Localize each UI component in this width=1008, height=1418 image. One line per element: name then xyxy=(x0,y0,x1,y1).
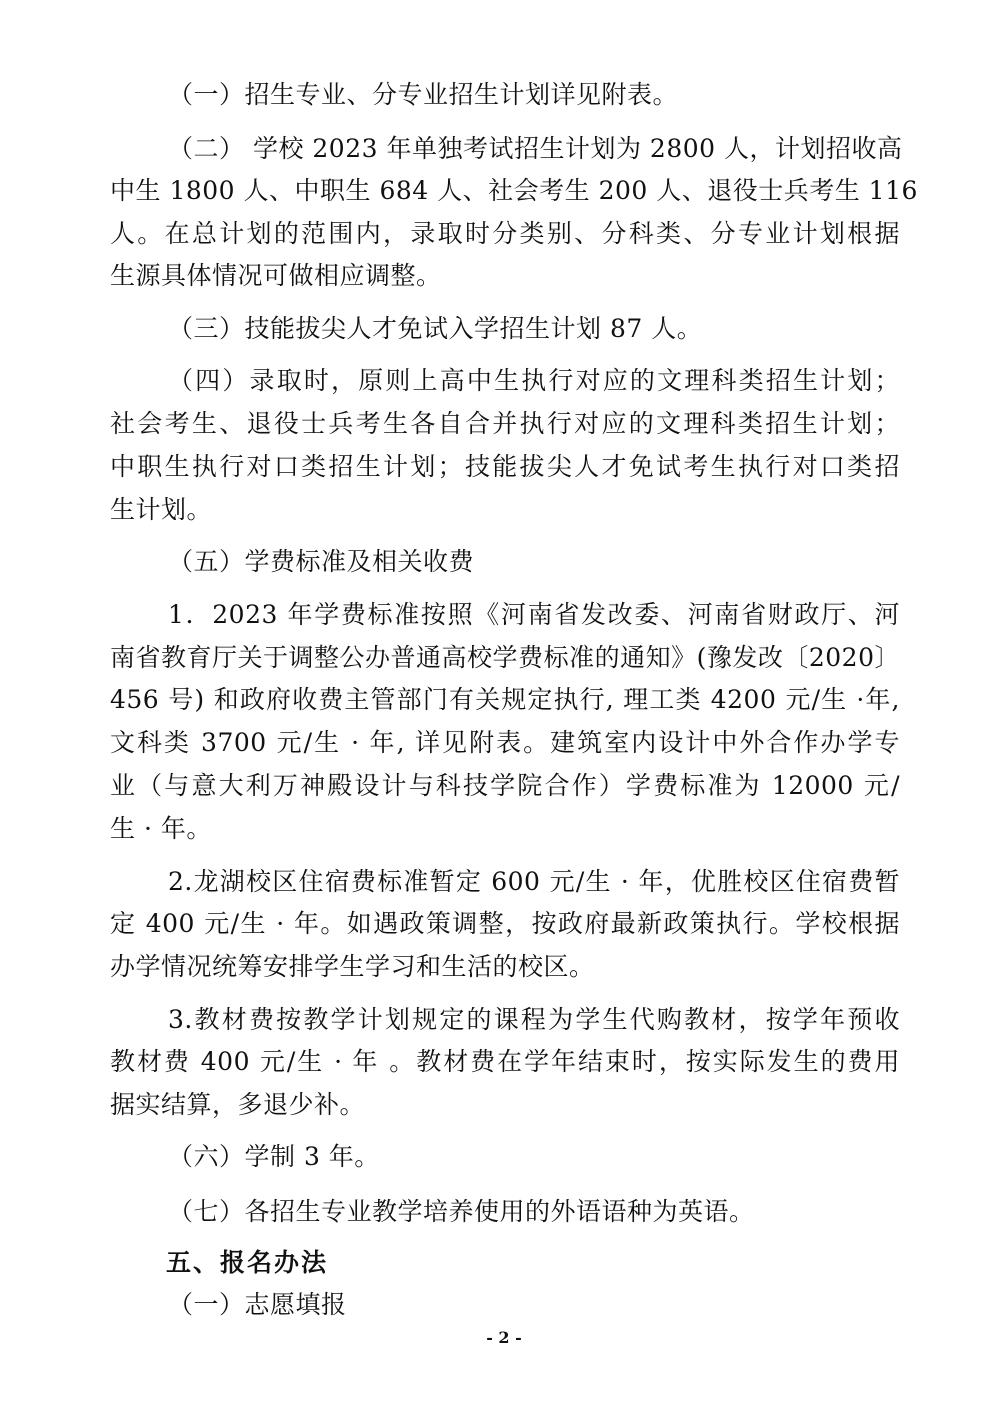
paragraph-line: （五）学费标准及相关收费 xyxy=(168,547,475,576)
page-number: - 2 - xyxy=(486,1328,522,1347)
paragraph-line: 据实结算，多退少补。 xyxy=(110,1090,366,1119)
paragraph-line: 文科类 3700 元/生 · 年, 详见附表。建筑室内设计中外合作办学专 xyxy=(110,728,900,757)
paragraph-line: 人。在总计划的范围内，录取时分类别、分科类、分专业计划根据 xyxy=(110,219,900,248)
paragraph-line: 南省教育厅关于调整公办普通高校学费标准的通知》(豫发改〔2020〕 xyxy=(110,643,900,672)
paragraph-line: 定 400 元/生 · 年。如遇政策调整，按政府最新政策执行。学校根据 xyxy=(110,909,900,938)
paragraph-line: 生计划。 xyxy=(110,495,213,524)
paragraph-line: 办学情况统筹安排学生学习和生活的校区。 xyxy=(110,952,595,981)
paragraph-line: 1．2023 年学费标准按照《河南省发改委、河南省财政厅、河 xyxy=(168,600,900,629)
paragraph-line: 3.教材费按教学计划规定的课程为学生代购教材，按学年预收 xyxy=(168,1005,900,1034)
paragraph-line: 生 · 年。 xyxy=(110,814,212,843)
paragraph-line: 社会考生、退役士兵考生各自合并执行对应的文理科类招生计划； xyxy=(110,409,900,438)
paragraph-line: （六）学制 3 年。 xyxy=(168,1142,380,1171)
paragraph-line: （三）技能拔尖人才免试入学招生计划 87 人。 xyxy=(168,314,703,343)
paragraph-line: （四）录取时，原则上高中生执行对应的文理科类招生计划； xyxy=(168,366,900,395)
paragraph-line: 生源具体情况可做相应调整。 xyxy=(110,261,442,290)
paragraph-line: 业（与意大利万神殿设计与科技学院合作）学费标准为 12000 元/ xyxy=(110,771,900,800)
paragraph-line: 2.龙湖校区住宿费标准暂定 600 元/生 · 年，优胜校区住宿费暂 xyxy=(168,867,900,896)
section-heading: 五、报名办法 xyxy=(166,1248,329,1277)
paragraph-line: （二） 学校 2023 年单独考试招生计划为 2800 人，计划招收高 xyxy=(168,134,903,163)
paragraph-line: 中职生执行对口类招生计划；技能拔尖人才免试考生执行对口类招 xyxy=(110,452,900,481)
paragraph-line: 中生 1800 人、中职生 684 人、社会考生 200 人、退役士兵考生 116 xyxy=(110,176,918,205)
paragraph-line: （七）各招生专业教学培养使用的外语语种为英语。 xyxy=(168,1197,755,1226)
paragraph-line: （一）招生专业、分专业招生计划详见附表。 xyxy=(168,80,679,109)
subsection-heading: （一）志愿填报 xyxy=(168,1290,347,1319)
paragraph-line: 456 号) 和政府收费主管部门有关规定执行, 理工类 4200 元/生 ·年, xyxy=(110,685,900,714)
paragraph-line: 教材费 400 元/生 · 年 。教材费在学年结束时，按实际发生的费用 xyxy=(110,1047,900,1076)
